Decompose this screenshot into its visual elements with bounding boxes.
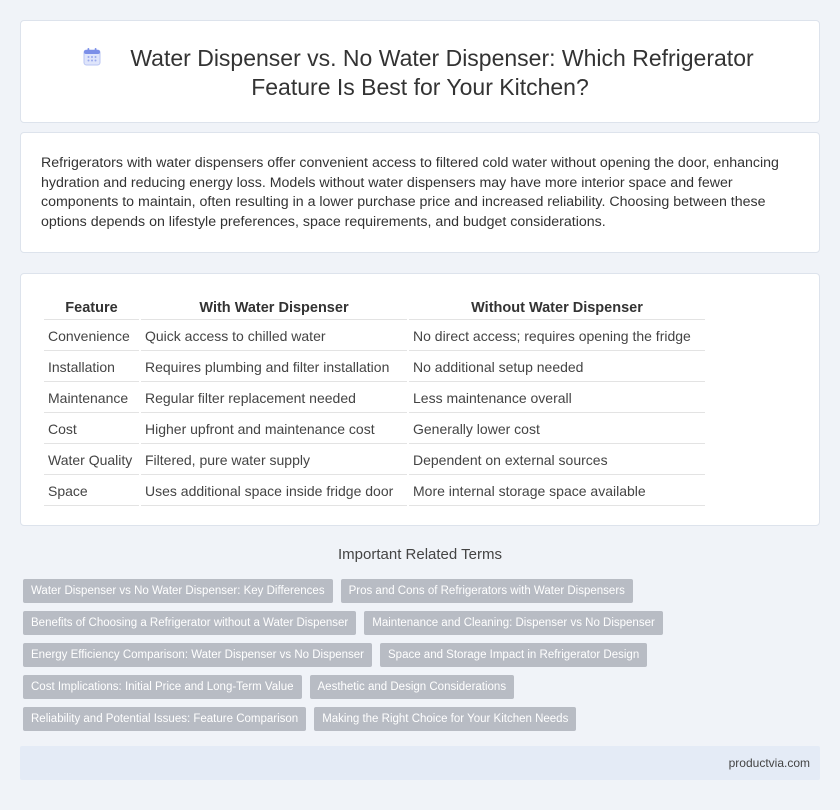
related-term-tag[interactable]: Aesthetic and Design Considerations [310,675,515,699]
related-terms-list [23,579,803,739]
table-cell: More internal storage space available [409,477,705,506]
table-cell: Less maintenance overall [409,384,705,413]
tag-row [23,675,803,699]
table-cell: Installation [44,353,139,382]
table-cell: No direct access; requires opening the fridge [409,322,705,351]
tag-row [23,579,803,603]
comparison-card [20,273,820,526]
table-cell: Maintenance [44,384,139,413]
table-cell: Regular filter replacement needed [141,384,407,413]
related-term-tag[interactable]: Energy Efficiency Comparison: Water Dispenser vs No Dispenser [23,643,372,667]
page-title-line2: Feature Is Best for Your Kitchen? [251,74,589,100]
header-card [20,20,820,123]
table-cell: Cost [44,415,139,444]
related-term-tag[interactable]: Benefits of Choosing a Refrigerator without a Water Dispenser [23,611,356,635]
related-terms-heading: Important Related Terms [338,546,502,563]
footer-bar [20,746,820,780]
table-row [44,477,705,506]
table-cell: Requires plumbing and filter installation [141,353,407,382]
table-cell: Higher upfront and maintenance cost [141,415,407,444]
related-term-tag[interactable]: Maintenance and Cleaning: Dispenser vs No Dispenser [364,611,663,635]
table-cell: Generally lower cost [409,415,705,444]
table-cell: Filtered, pure water supply [141,446,407,475]
table-cell: No additional setup needed [409,353,705,382]
table-row [44,384,705,413]
column-header-without-dispenser: Without Water Dispenser [409,297,705,320]
table-row [44,353,705,382]
table-header-row [44,297,705,320]
related-term-tag[interactable]: Reliability and Potential Issues: Feature Comparison [23,707,306,731]
table-cell: Uses additional space inside fridge door [141,477,407,506]
column-header-feature: Feature [44,297,139,320]
tag-row [23,707,803,731]
table-cell: Dependent on external sources [409,446,705,475]
table-row [44,446,705,475]
related-term-tag[interactable]: Water Dispenser vs No Water Dispenser: Key Differences [23,579,333,603]
tag-row [23,611,803,635]
related-term-tag[interactable]: Making the Right Choice for Your Kitchen Needs [314,707,576,731]
table-row [44,322,705,351]
footer-site-link[interactable]: productvia.com [728,756,810,770]
page-title [86,44,753,102]
column-header-with-dispenser: With Water Dispenser [141,297,407,320]
page-title-line1: Water Dispenser vs. No Water Dispenser: Which Refrigerator [130,45,754,71]
related-term-tag[interactable]: Space and Storage Impact in Refrigerator Design [380,643,647,667]
related-term-tag[interactable]: Cost Implications: Initial Price and Long-Term Value [23,675,302,699]
table-row [44,415,705,444]
table-cell: Space [44,477,139,506]
tag-row [23,643,803,667]
intro-card [20,132,820,253]
comparison-table [42,295,707,508]
table-cell: Convenience [44,322,139,351]
intro-paragraph: Refrigerators with water dispensers offer convenient access to filtered cold water without opening the door, enhancing hydration and reducing energy loss. Models without water dispensers may have more interior space and fewer components to maintain, often resulting in a lower purchase price and increased reliability. Choosing between these options depends on lifestyle preferences, space requirements, and budget considerations. [41,155,779,230]
table-cell: Quick access to chilled water [141,322,407,351]
table-cell: Water Quality [44,446,139,475]
related-term-tag[interactable]: Pros and Cons of Refrigerators with Water Dispensers [341,579,633,603]
